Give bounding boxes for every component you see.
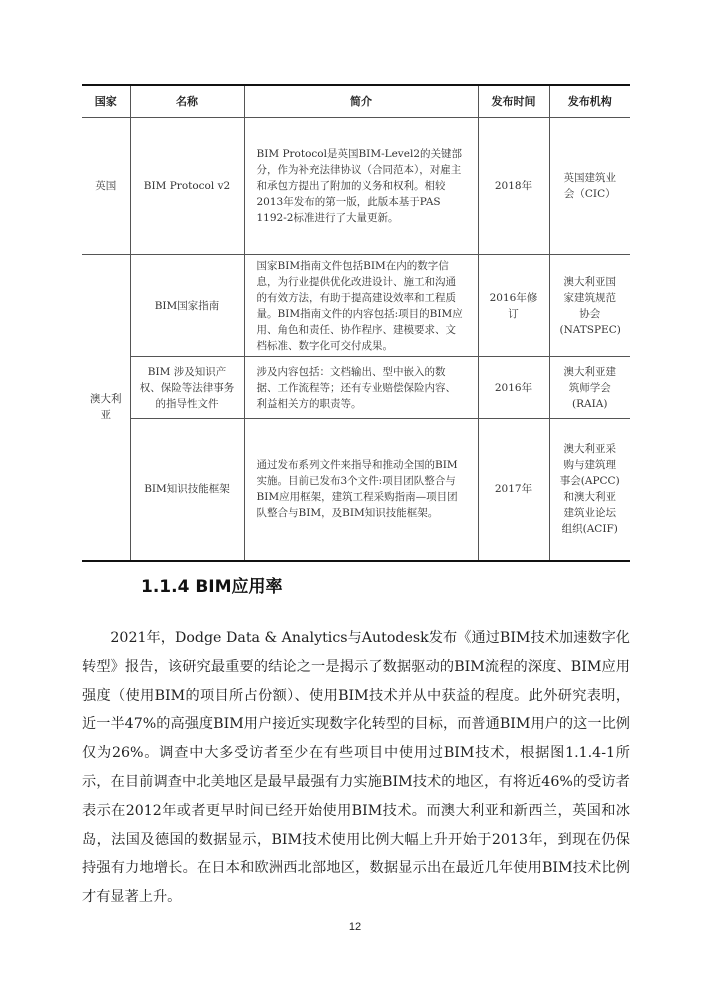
table-row xyxy=(82,419,630,561)
header-intro: 简介 xyxy=(244,85,478,118)
date-cell: 2016年 xyxy=(478,357,549,419)
intro-cell: 国家BIM指南文件包括BIM在内的数字信息，为行业提供优化改进设计、施工和沟通的有效方法，有助于提高建设效率和工程质量。BIM指南文件的内容包括:项目的BIM应用、角色和责任、协作程序、建模要求、文档标准、数字化可交付成果。 xyxy=(244,255,478,357)
table-header-row xyxy=(82,85,630,118)
country-cell: 澳大利亚 xyxy=(82,255,130,561)
header-country: 国家 xyxy=(82,85,130,118)
date-cell: 2017年 xyxy=(478,419,549,561)
name-cell: BIM Protocol v2 xyxy=(130,118,244,255)
intro-cell: 通过发布系列文件来指导和推动全国的BIM 实施。目前已发布3个文件:项目团队整合与BIM应用框架，建筑工程采购指南—项目团队整合与BIM，及BIM知识技能框架。 xyxy=(244,419,478,561)
body-paragraph: 2021年，Dodge Data & Analytics与Autodesk发布《通过BIM技术加速数字化转型》报告，该研究最重要的结论之一是揭示了数据驱动的BIM流程的深度、BIM应用强度（使用BIM的项目所占份额）、使用BIM技术并从中获益的程度。此外研究表明，近一半47%的高强度BIM用户接近实现数字化转型的目标，而普通BIM用户的这一比例仅为26%。调查中大多受访者至少在有些项目中使用过BIM技术，根据图1.1.4-1所示，在目前调查中北美地区是最早最强有力实施BIM技术的地区，有将近46%的受访者表示在2012年或者更早时间已经开始使用BIM技术。而澳大利亚和新西兰，英国和冰岛，法国及德国的数据显示，BIM技术使用比例大幅上升开始于2013年，到现在仍保持强有力地增长。在日本和欧洲西北部地区，数据显示出在最近几年使用BIM技术比例才有显著上升。 xyxy=(82,630,630,906)
date-cell: 2018年 xyxy=(478,118,549,255)
header-org: 发布机构 xyxy=(549,85,630,118)
header-date: 发布时间 xyxy=(478,85,549,118)
org-cell: 英国建筑业会（CIC） xyxy=(549,118,630,255)
table-row xyxy=(82,357,630,419)
section-heading: 1.1.4 BIM应用率 xyxy=(141,577,283,597)
table-row xyxy=(82,118,630,255)
name-cell: BIM国家指南 xyxy=(130,255,244,357)
page-number: 12 xyxy=(348,921,362,933)
table-row xyxy=(82,255,630,357)
date-cell: 2016年修订 xyxy=(478,255,549,357)
org-cell: 澳大利亚采购与建筑理事会(APCC)和澳大利亚建筑业论坛组织(ACIF) xyxy=(549,419,630,561)
name-cell: BIM 涉及知识产权、保险等法律事务的指导性文件 xyxy=(130,357,244,419)
org-cell: 澳大利亚建筑师学会(RAIA) xyxy=(549,357,630,419)
country-cell: 英国 xyxy=(82,118,130,255)
intro-cell: BIM Protocol是英国BIM-Level2的关键部分，作为补充法律协议（合同范本），对雇主和承包方提出了附加的义务和权利。相较2013年发布的第一版，此版本基于PAS 1192-2标准进行了大量更新。 xyxy=(244,118,478,255)
bim-standards-table xyxy=(82,84,630,562)
header-name: 名称 xyxy=(130,85,244,118)
intro-cell: 涉及内容包括：文档输出、型中嵌入的数据、工作流程等；还有专业赔偿保险内容、利益相关方的职责等。 xyxy=(244,357,478,419)
name-cell: BIM知识技能框架 xyxy=(130,419,244,561)
org-cell: 澳大利亚国家建筑规范协会(NATSPEC) xyxy=(549,255,630,357)
